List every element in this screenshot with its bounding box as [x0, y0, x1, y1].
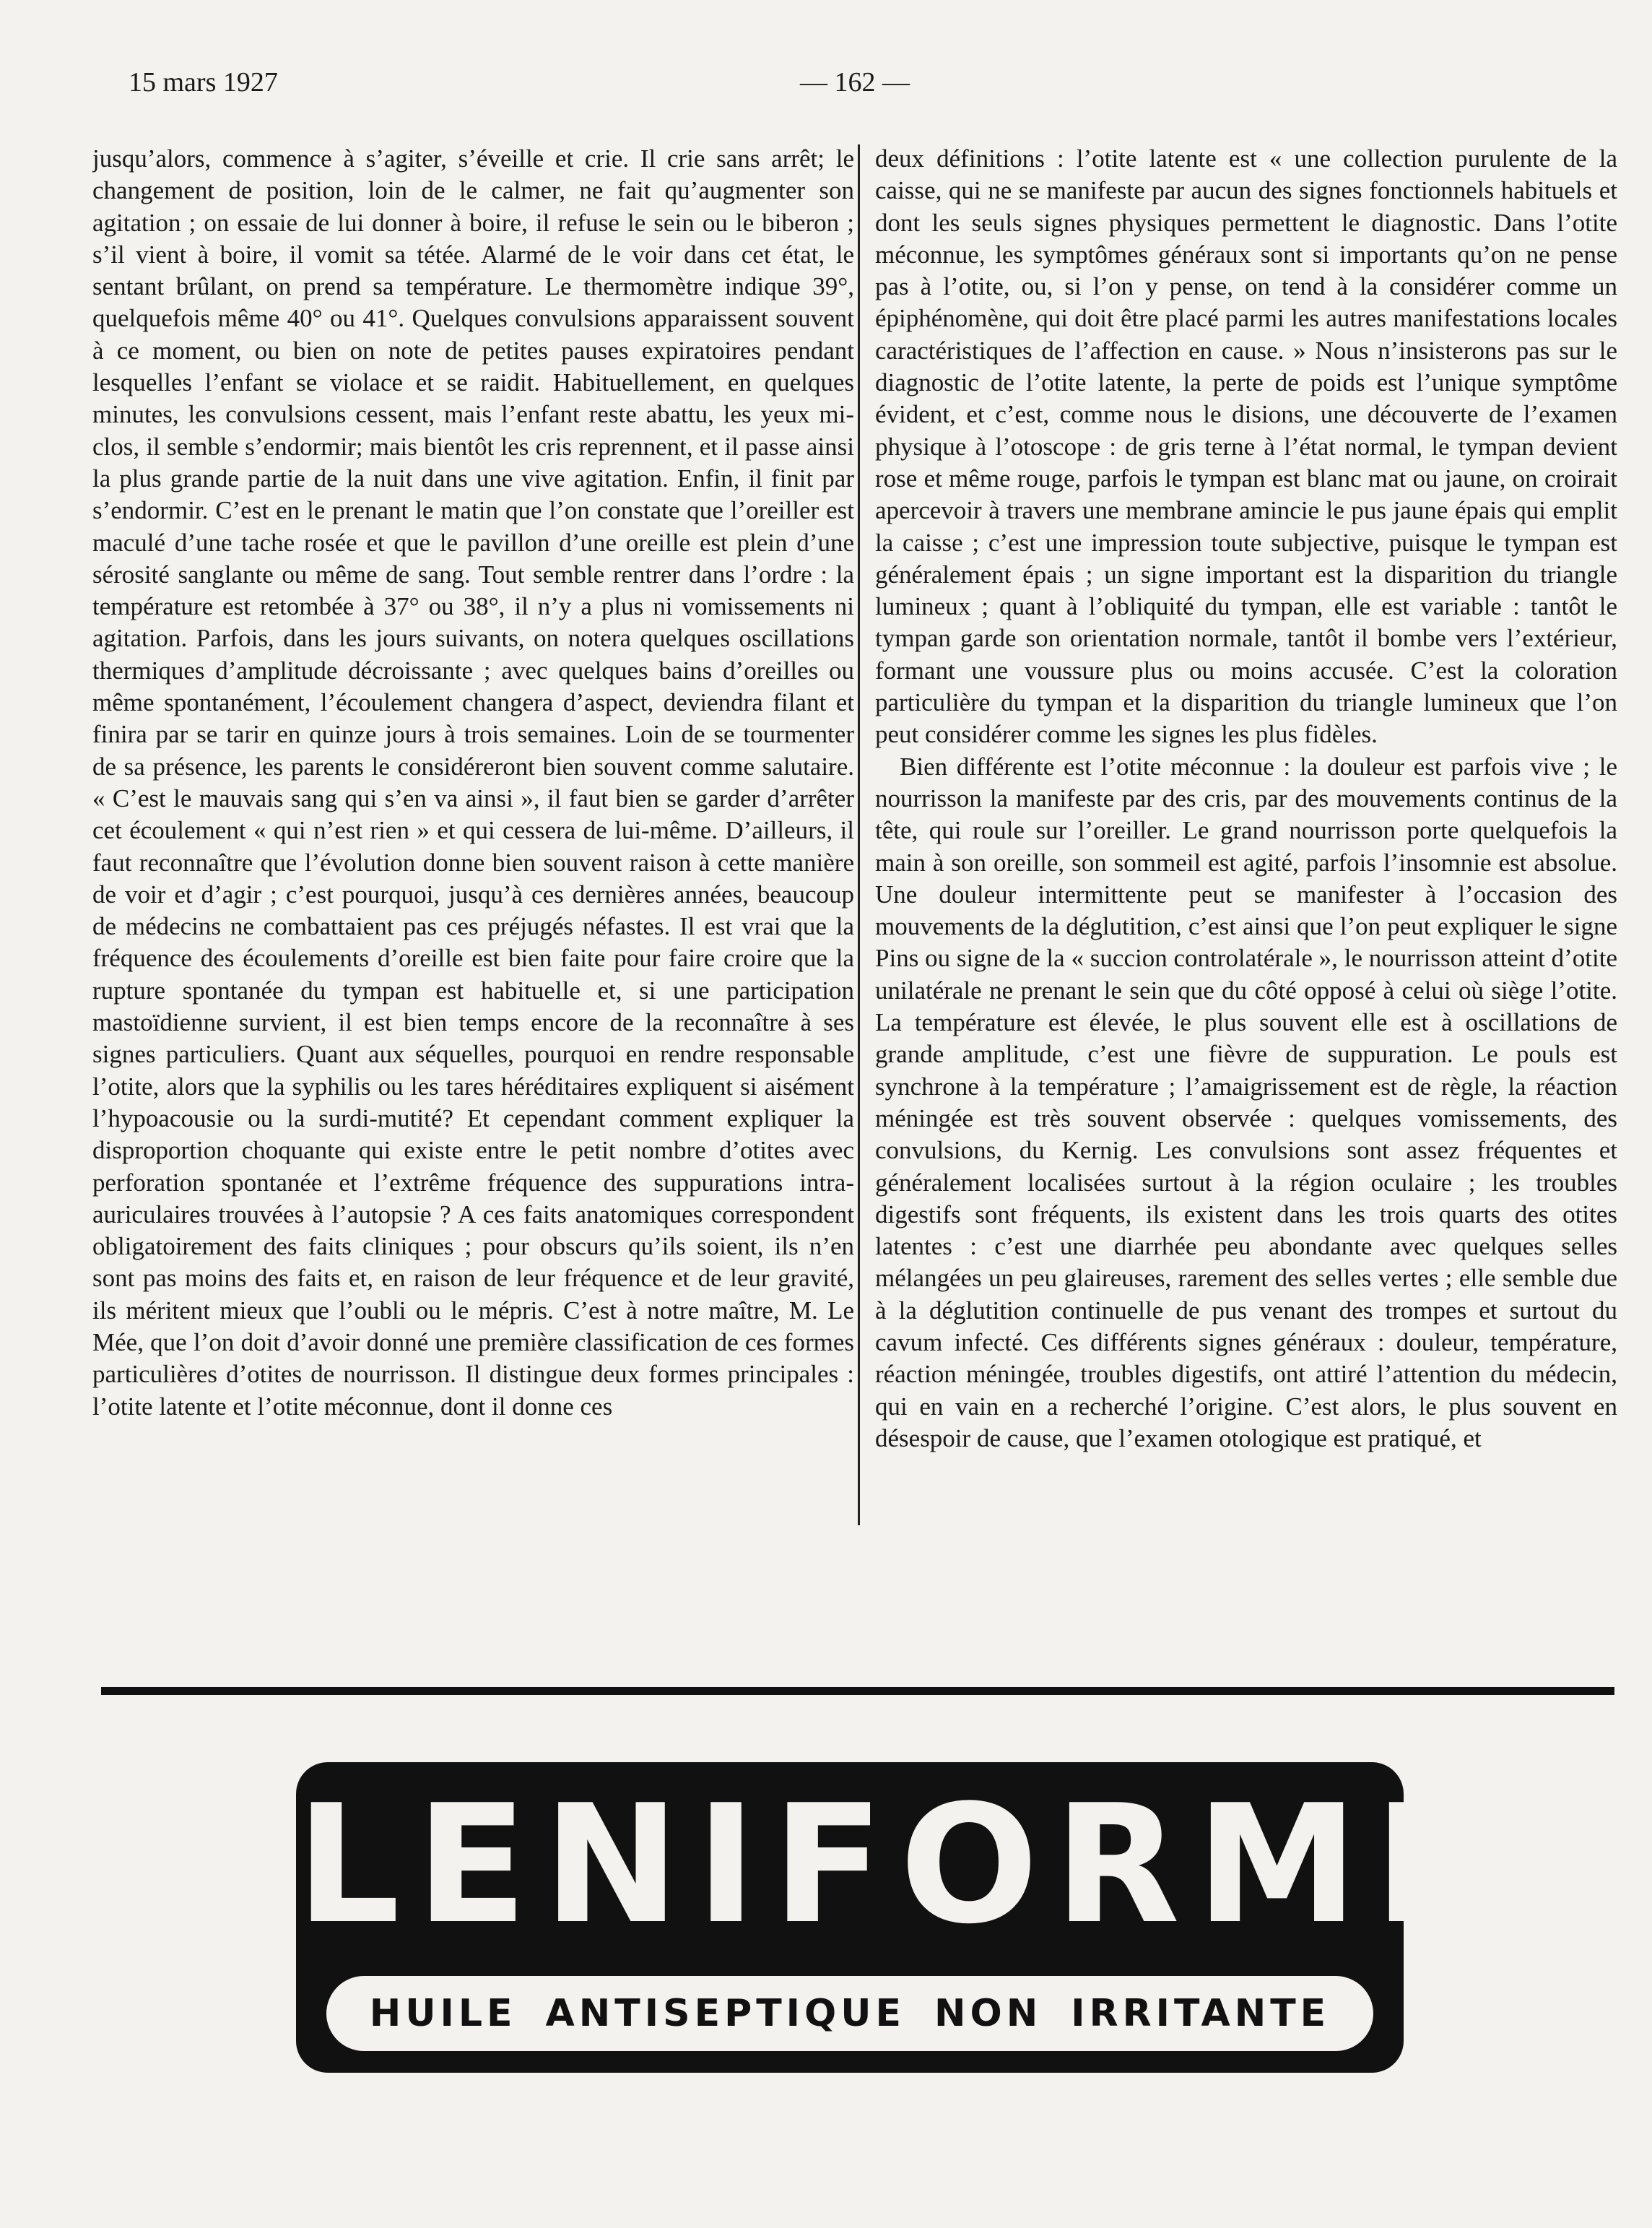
ad-tagline-word: HUILE — [369, 1992, 517, 2035]
article-column-left — [92, 143, 854, 1528]
page-number: — 162 — — [800, 67, 910, 97]
column-divider — [858, 144, 860, 1525]
article-paragraph: deux définitions : l’otite latente est « une collection purulente de la caisse, qui ne se manifeste par aucun des signes fonctionnels habituels et dont les seuls signes physiques permettent le diagnostic. Dans l’otite méconnue, les symptômes généraux sont si importants qu’on ne pense pas à l’otite, ou, si l’on y pense, on tend à la considérer comme un épiphénomène, qui doit être placé parmi les autres manifestations locales caractéristiques de l’affection en cause. » Nous n’insisterons pas sur le diagnostic de l’otite latente, la perte de poids est l’unique symptôme évident, et c’est, comme nous le disions, une découverte de l’examen physique à l’otoscope : de gris terne à l’état normal, le tympan devient rose et même rouge, parfois le tympan est blanc mat ou jaune, on croirait apercevoir à travers une membrane amincie le pus jaune épais qui emplit la caisse ; c’est une impression toute subjective, puisque le tympan est généralement épais ; un signe important est la disparition du triangle lumineux ; quant à l’obliquité du tympan, elle est variable : tantôt le tympan garde son orientation normale, tantôt il bombe vers l’extérieur, formant une voussure plus ou moins accusée. C’est la coloration particulière du tympan et la disparition du triangle lumineux que l’on peut considérer comme les signes les plus fidèles. — [875, 144, 1617, 749]
ad-tagline — [326, 1976, 1373, 2051]
section-divider — [101, 1687, 1614, 1695]
ad-tagline-word: IRRITANTE — [1071, 1992, 1331, 2035]
ad-tagline-word: ANTISEPTIQUE — [545, 1992, 905, 2035]
issue-date: 15 mars 1927 — [129, 67, 278, 97]
ad-tagline-word: NON — [934, 1992, 1043, 2035]
advertisement-leniforme — [296, 1762, 1502, 2073]
page-header — [0, 66, 1652, 110]
ad-brand-name: LENIFORME — [296, 1770, 1502, 1960]
article-paragraph: Bien différente est l’otite méconnue : la douleur est parfois vive ; le nourrisson la manifeste par des cris, par des mouvements continus de la tête, qui roule sur l’oreiller. Le grand nourrisson porte quelquefois la main à son oreille, son sommeil est agité, parfois l’insomnie est absolue. Une douleur intermittente peut se manifester à l’occasion des mouvements de la déglutition, c’est ainsi que l’on peut expliquer le signe Pins ou signe de la « succion controlatérale », le nourrisson atteint d’otite unilatérale ne prenant le sein que du côté opposé à celui où siège l’otite. La température est élevée, le plus souvent elle est à oscillations de grande amplitude, c’est une fièvre de suppuration. Le pouls est synchrone à la température ; l’amaigrissement est de règle, la réaction méningée est très souvent observée : quelques vomissements, des convulsions, du Kernig. Les convulsions sont assez fréquentes et généralement localisées surtout à la région oculaire ; les troubles digestifs sont fréquents, ils existent dans les trois quarts des otites latentes : c’est une diarrhée peu abondante avec quelques selles mélangées un peu glaireuses, rarement des selles vertes ; elle semble due à la déglutition continuelle de pus venant des trompes et surtout du cavum infecté. Ces différents signes généraux : douleur, température, réaction méningée, troubles digestifs, ont attiré l’attention du médecin, qui en vain en a recherché l’origine. C’est alors, le plus souvent en désespoir de cause, que l’examen otologique est pratiqué, et — [875, 752, 1617, 1452]
article-column-right — [875, 143, 1617, 1528]
article-paragraph: jusqu’alors, commence à s’agiter, s’éveille et crie. Il crie sans arrêt; le changement de position, loin de le calmer, ne fait qu’augmenter son agitation ; on essaie de lui donner à boire, il refuse le sein ou le biberon ; s’il vient à boire, il vomit sa tétée. Alarmé de le voir dans cet état, le sentant brûlant, on prend sa température. Le thermomètre indique 39°, quelquefois même 40° ou 41°. Quelques convulsions apparaissent souvent à ce moment, ou bien on note de petites pauses expiratoires pendant lesquelles l’enfant se violace et se raidit. Habituellement, en quelques minutes, les convulsions cessent, mais l’enfant reste abattu, les yeux mi-clos, il semble s’endormir; mais bientôt les cris reprennent, et il passe ainsi la plus grande partie de la nuit dans une vive agitation. Enfin, il finit par s’endormir. C’est en le prenant le matin que l’on constate que l’oreiller est maculé d’une tache rosée et que le pavillon d’une oreille est plein d’une sérosité sanglante ou même de sang. Tout semble rentrer dans l’ordre : la température est retombée à 37° ou 38°, il n’y a plus ni vomissements ni agitation. Parfois, dans les jours suivants, on notera quelques oscillations thermiques d’amplitude décroissante ; avec quelques bains d’oreilles ou même spontanément, l’écoulement changera d’aspect, deviendra filant et finira par se tarir en quinze jours à trois semaines. Loin de se tourmenter de sa présence, les parents le considéreront bien souvent comme salutaire. « C’est le mauvais sang qui s’en va ainsi », il faut bien se garder d’arrêter cet écoulement « qui n’est rien » et qui cessera de lui-même. D’ailleurs, il faut reconnaître que l’évolution donne bien souvent raison à cette manière de voir et d’agir ; c’est pourquoi, jusqu’à ces dernières années, beaucoup de médecins ne combattaient pas ces préjugés néfastes. Il est vrai que la fréquence des écoulements d’oreille est bien faite pour faire croire que la rupture spontanée du tympan est habituelle et, si une participation mastoïdienne survient, il est bien temps encore de la reconnaître à ses signes particuliers. Quant aux séquelles, pourquoi en rendre responsable l’otite, alors que la syphilis ou les tares héréditaires expliquent si aisément l’hypoacousie ou la surdi-mutité? Et cependant comment expliquer la disproportion choquante qui existe entre le petit nombre d’otites avec perforation spontanée et l’extrême fréquence des suppurations intra-auriculaires trouvées à l’autopsie ? A ces faits anatomiques correspondent obligatoirement des faits cliniques ; pour obscurs qu’ils soient, ils n’en sont pas moins des faits et, en raison de leur fréquence et de leur gravité, ils méritent mieux que l’oubli ou le mépris. C’est à notre maître, M. Le Mée, que l’on doit d’avoir donné une première classification de ces formes particulières d’otites de nourrisson. Il distingue deux formes principales : l’otite latente et l’otite méconnue, dont il donne ces — [92, 144, 854, 1421]
